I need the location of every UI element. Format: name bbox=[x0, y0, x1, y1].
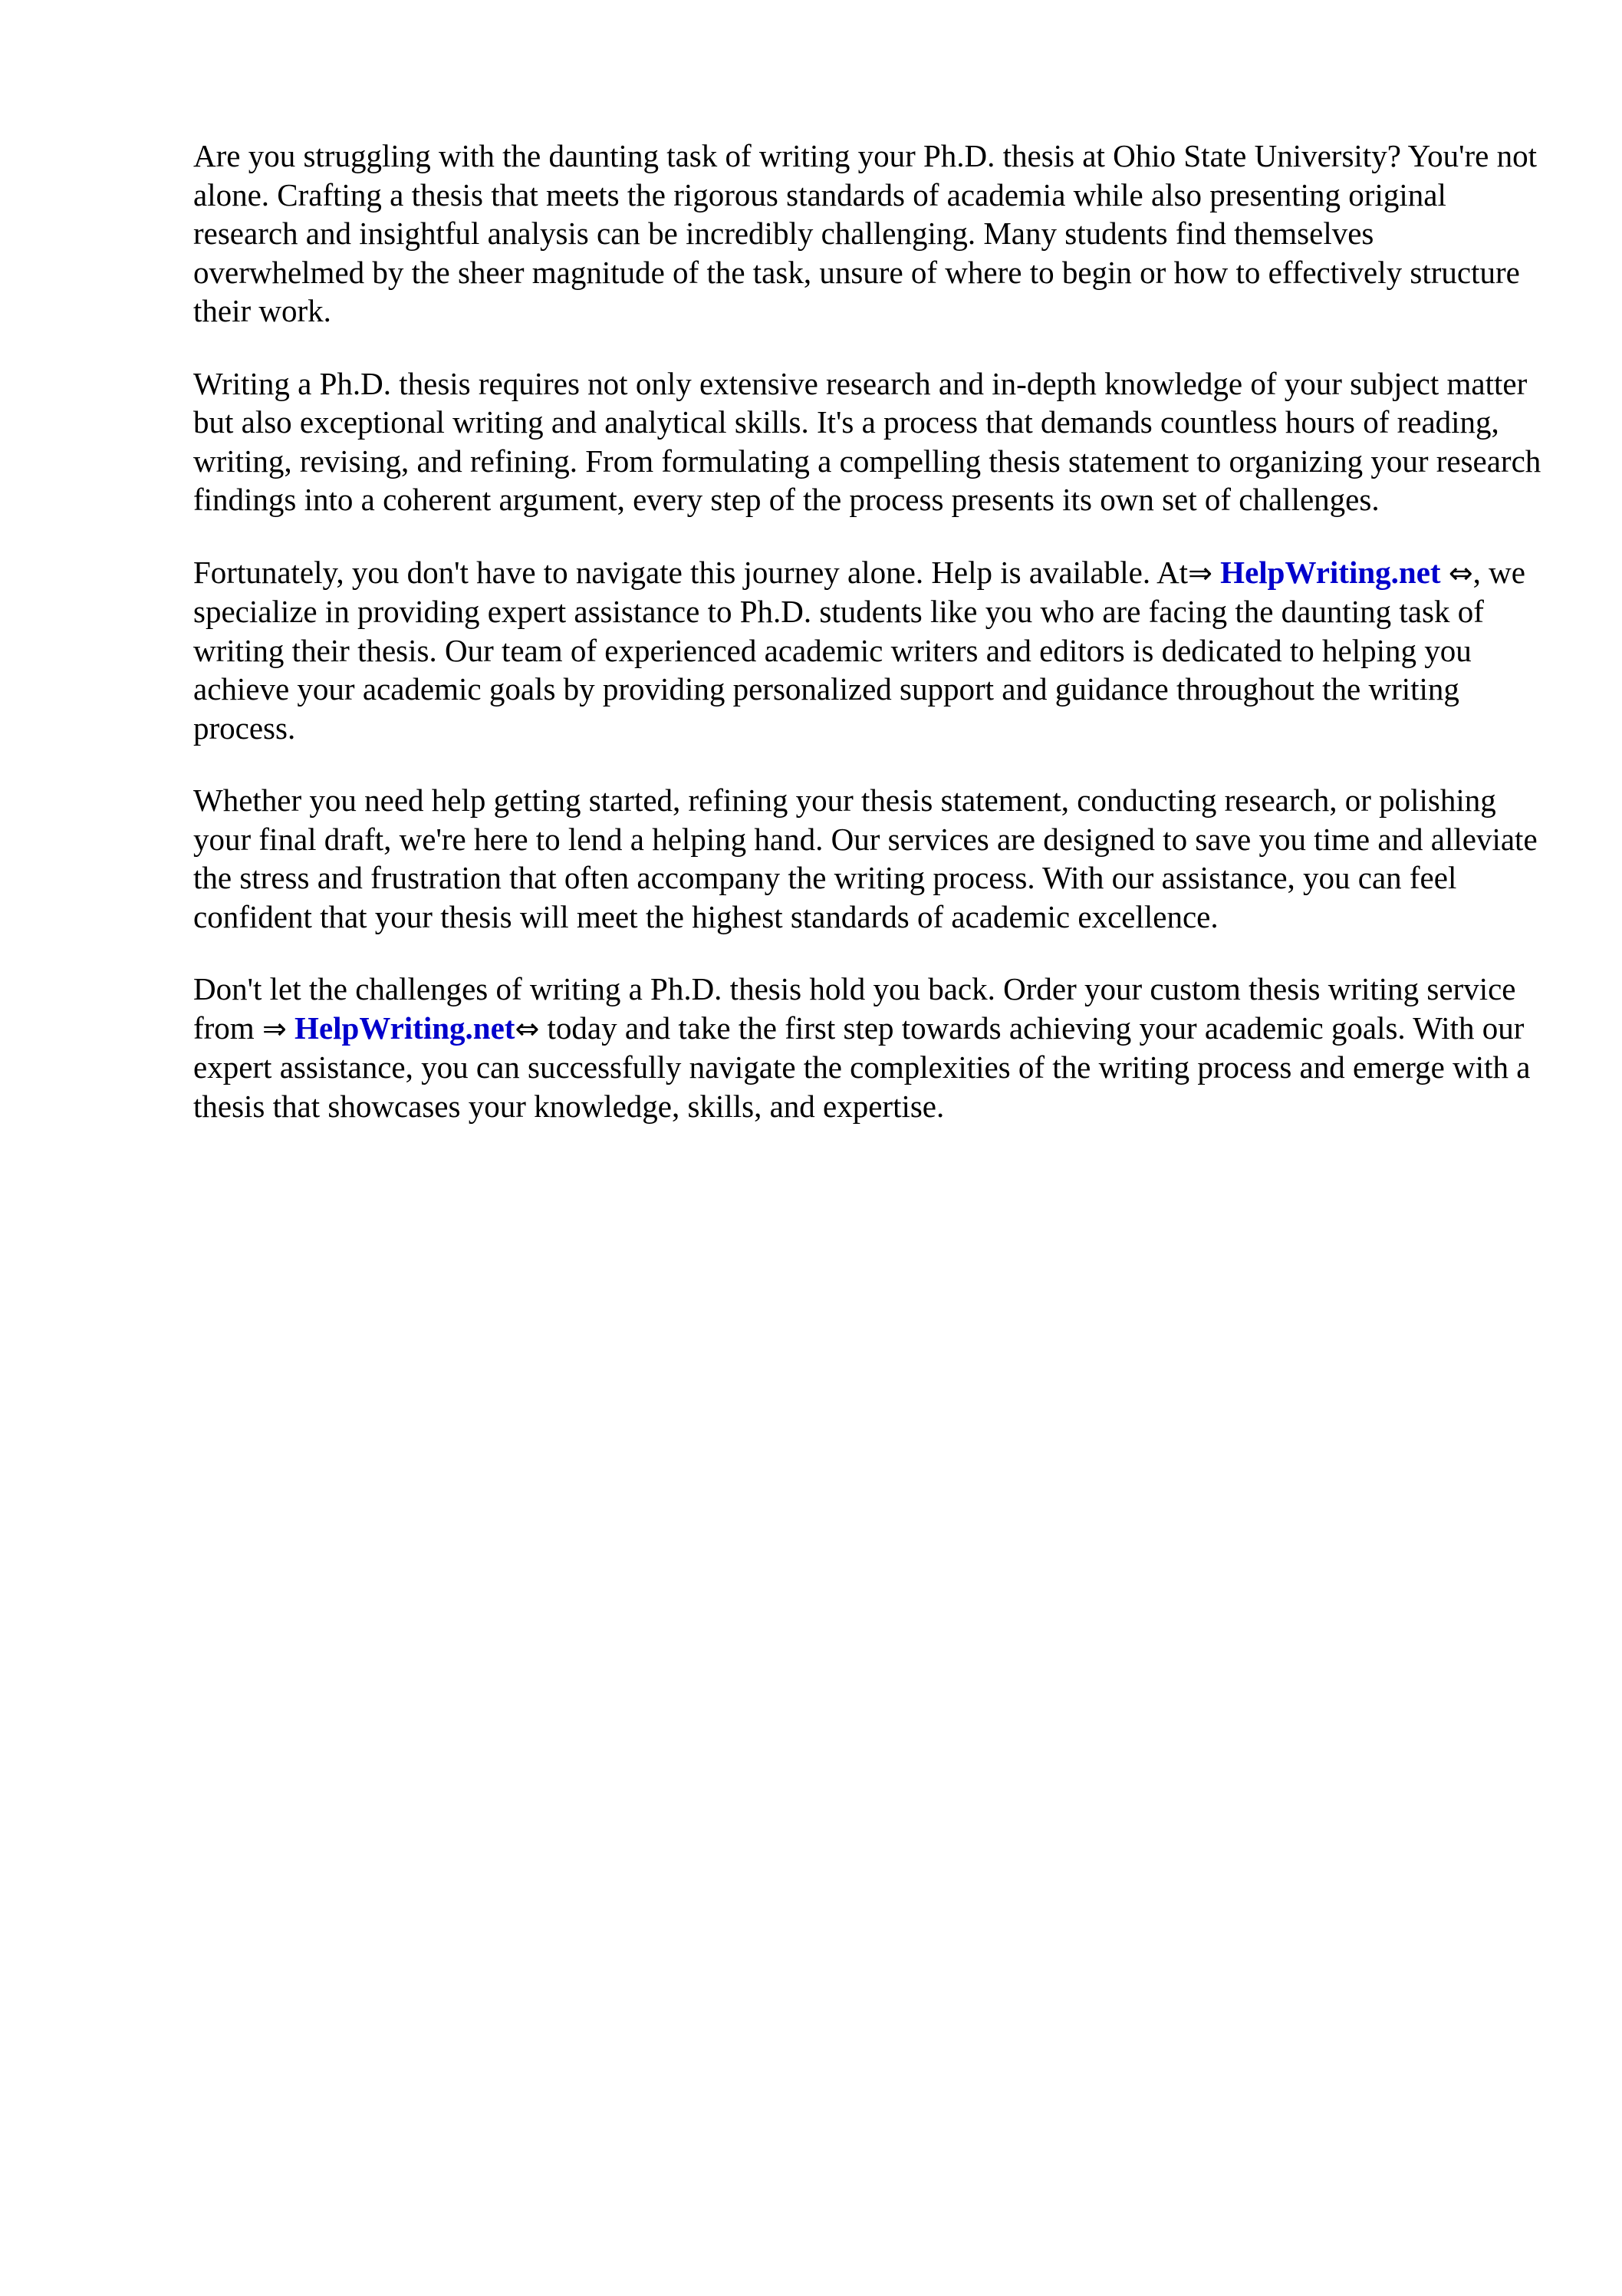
right-arrow-icon: ⇒ bbox=[262, 1011, 287, 1046]
left-right-arrow-icon: ⇔ bbox=[515, 1011, 540, 1046]
paragraph-help-available-tail: , we specialize in providing expert assistance to Ph.D. students like you who are facing the daunting task of writing their thesis. Our team of experienced academic writers and editors is dedicated to helping you achieve your academic goals by providing personalized support and guidance throughout the writing process. bbox=[193, 554, 1525, 746]
paragraph-call-to-action-tail: today and take the first step towards achieving your academic goals. With our expert assistance, you can successfully navigate the complexities of the writing process and emerge with a thesis that showcases your knowledge, skills, and expertise. bbox=[193, 1010, 1531, 1124]
paragraph-requirements: Writing a Ph.D. thesis requires not only extensive research and in-depth knowledge of your subject matter but also exceptional writing and analytical skills. It's a process that demands countless hours of reading, writing, revising, and refining. From formulating a compelling thesis statement to organizing your research findings into a coherent argument, every step of the process presents its own set of challenges. bbox=[193, 365, 1541, 517]
helpwriting-link[interactable]: HelpWriting.net bbox=[294, 1010, 515, 1046]
left-right-arrow-icon: ⇔ bbox=[1448, 555, 1473, 590]
paragraph-help-available-lead: Fortunately, you don't have to navigate this journey alone. Help is available. At bbox=[193, 554, 1189, 590]
paragraph-call-to-action bbox=[193, 970, 1543, 1125]
paragraph-intro: Are you struggling with the daunting task of writing your Ph.D. thesis at Ohio State University? You're not alone. Crafting a thesis that meets the rigorous standards of academia while also presenting original research and insightful analysis can be incredibly challenging. Many students find themselves overwhelmed by the sheer magnitude of the task, unsure of where to begin or how to effectively structure their work. bbox=[193, 138, 1538, 328]
helpwriting-link[interactable]: HelpWriting.net bbox=[1220, 554, 1441, 590]
paragraph-call-to-action-lead: Don't let the challenges of writing a Ph.D. thesis hold you back. Order your custom thesis writing service from bbox=[193, 971, 1516, 1046]
document-body bbox=[193, 137, 1543, 1159]
paragraph-help-available bbox=[193, 553, 1543, 748]
paragraph-services: Whether you need help getting started, refining your thesis statement, conducting research, or polishing your final draft, we're here to lend a helping hand. Our services are designed to save you time and alleviate the stress and frustration that often accompany the writing process. With our assistance, you can feel confident that your thesis will meet the highest standards of academic excellence. bbox=[193, 782, 1538, 934]
right-arrow-icon: ⇒ bbox=[1188, 555, 1212, 590]
